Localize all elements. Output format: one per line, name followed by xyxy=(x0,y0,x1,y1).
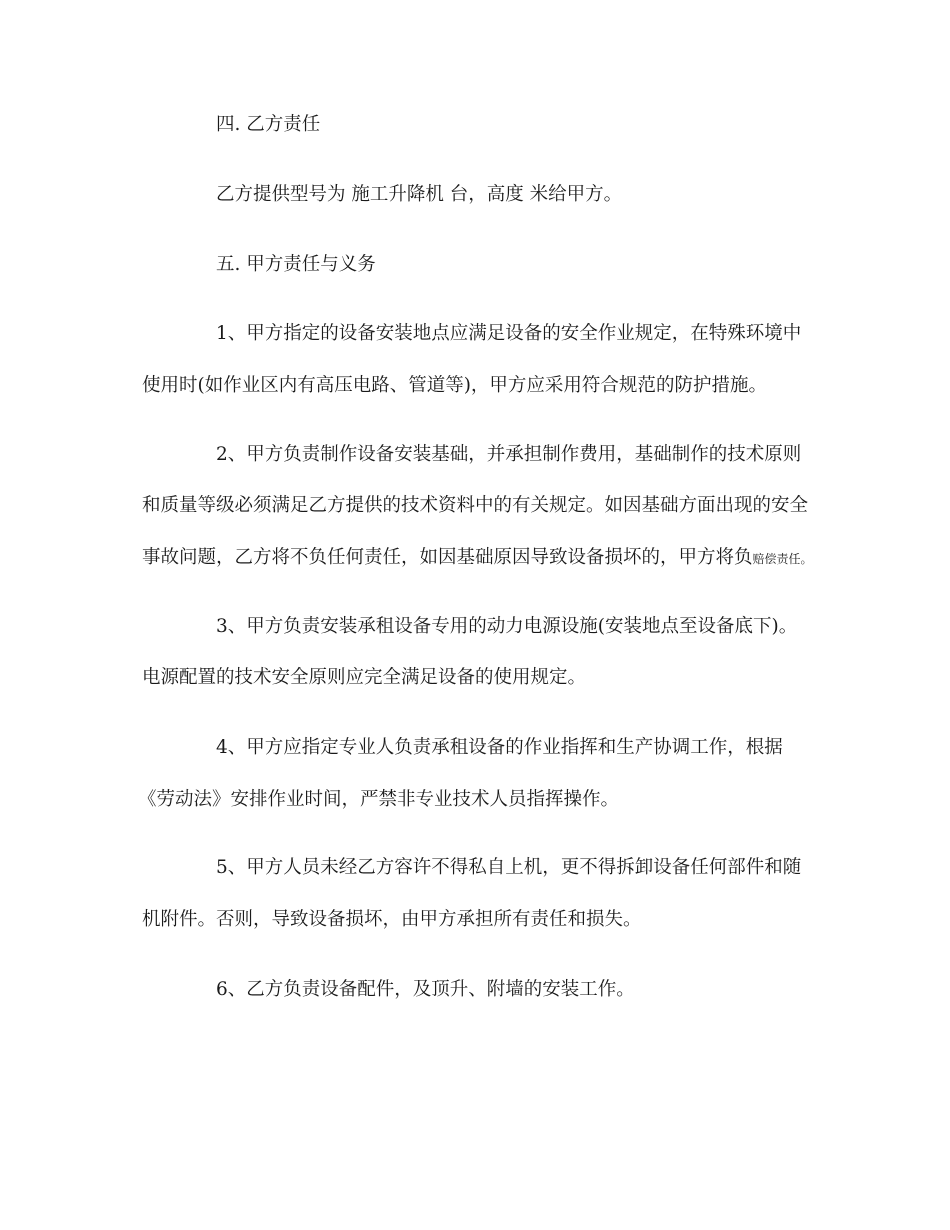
clause-4-line-2: 《劳动法》安排作业时间，严禁非专业技术人员指挥操作。 xyxy=(138,789,620,810)
clause-5-line-1: 5、甲方人员未经乙方容许不得私自上机，更不得拆卸设备任何部件和随 xyxy=(216,857,802,878)
clause-6-line-1: 6、乙方负责设备配件，及顶升、附墙的安装工作。 xyxy=(216,979,635,1000)
clause-2-line-2: 和质量等级必须满足乙方提供的技术资料中的有关规定。如因基础方面出现的安全 xyxy=(142,495,809,516)
clause-2-line-1: 2、甲方负责制作设备安装基础，并承担制作费用，基础制作的技术原则 xyxy=(216,444,802,465)
clause-2-line-3-text: 事故问题，乙方将不负任何责任，如因基础原因导致设备损坏的，甲方将负 xyxy=(142,547,753,568)
section-5-heading: 五. 甲方责任与义务 xyxy=(216,254,376,275)
clause-4-line-1: 4、甲方应指定专业人负责承租设备的作业指挥和生产协调工作，根据 xyxy=(216,737,783,758)
clause-3-line-2: 电源配置的技术安全原则应完全满足设备的使用规定。 xyxy=(142,667,587,688)
clause-1-line-1: 1、甲方指定的设备安装地点应满足设备的安全作业规定，在特殊环境中 xyxy=(216,323,802,344)
clause-2-small-suffix: 赔偿责任。 xyxy=(752,552,813,566)
clause-2-line-3 xyxy=(142,546,813,570)
clause-3-line-1: 3、甲方负责安装承租设备专用的动力电源设施(安装地点至设备底下)。 xyxy=(216,616,798,637)
section-4-body: 乙方提供型号为 施工升降机 台，高度 米给甲方。 xyxy=(216,184,623,205)
clause-1-line-2: 使用时(如作业区内有高压电路、管道等)，甲方应采用符合规范的防护措施。 xyxy=(142,375,767,396)
clause-5-line-2: 机附件。否则，导致设备损坏，由甲方承担所有责任和损失。 xyxy=(142,909,642,930)
section-4-heading: 四. 乙方责任 xyxy=(216,114,321,135)
